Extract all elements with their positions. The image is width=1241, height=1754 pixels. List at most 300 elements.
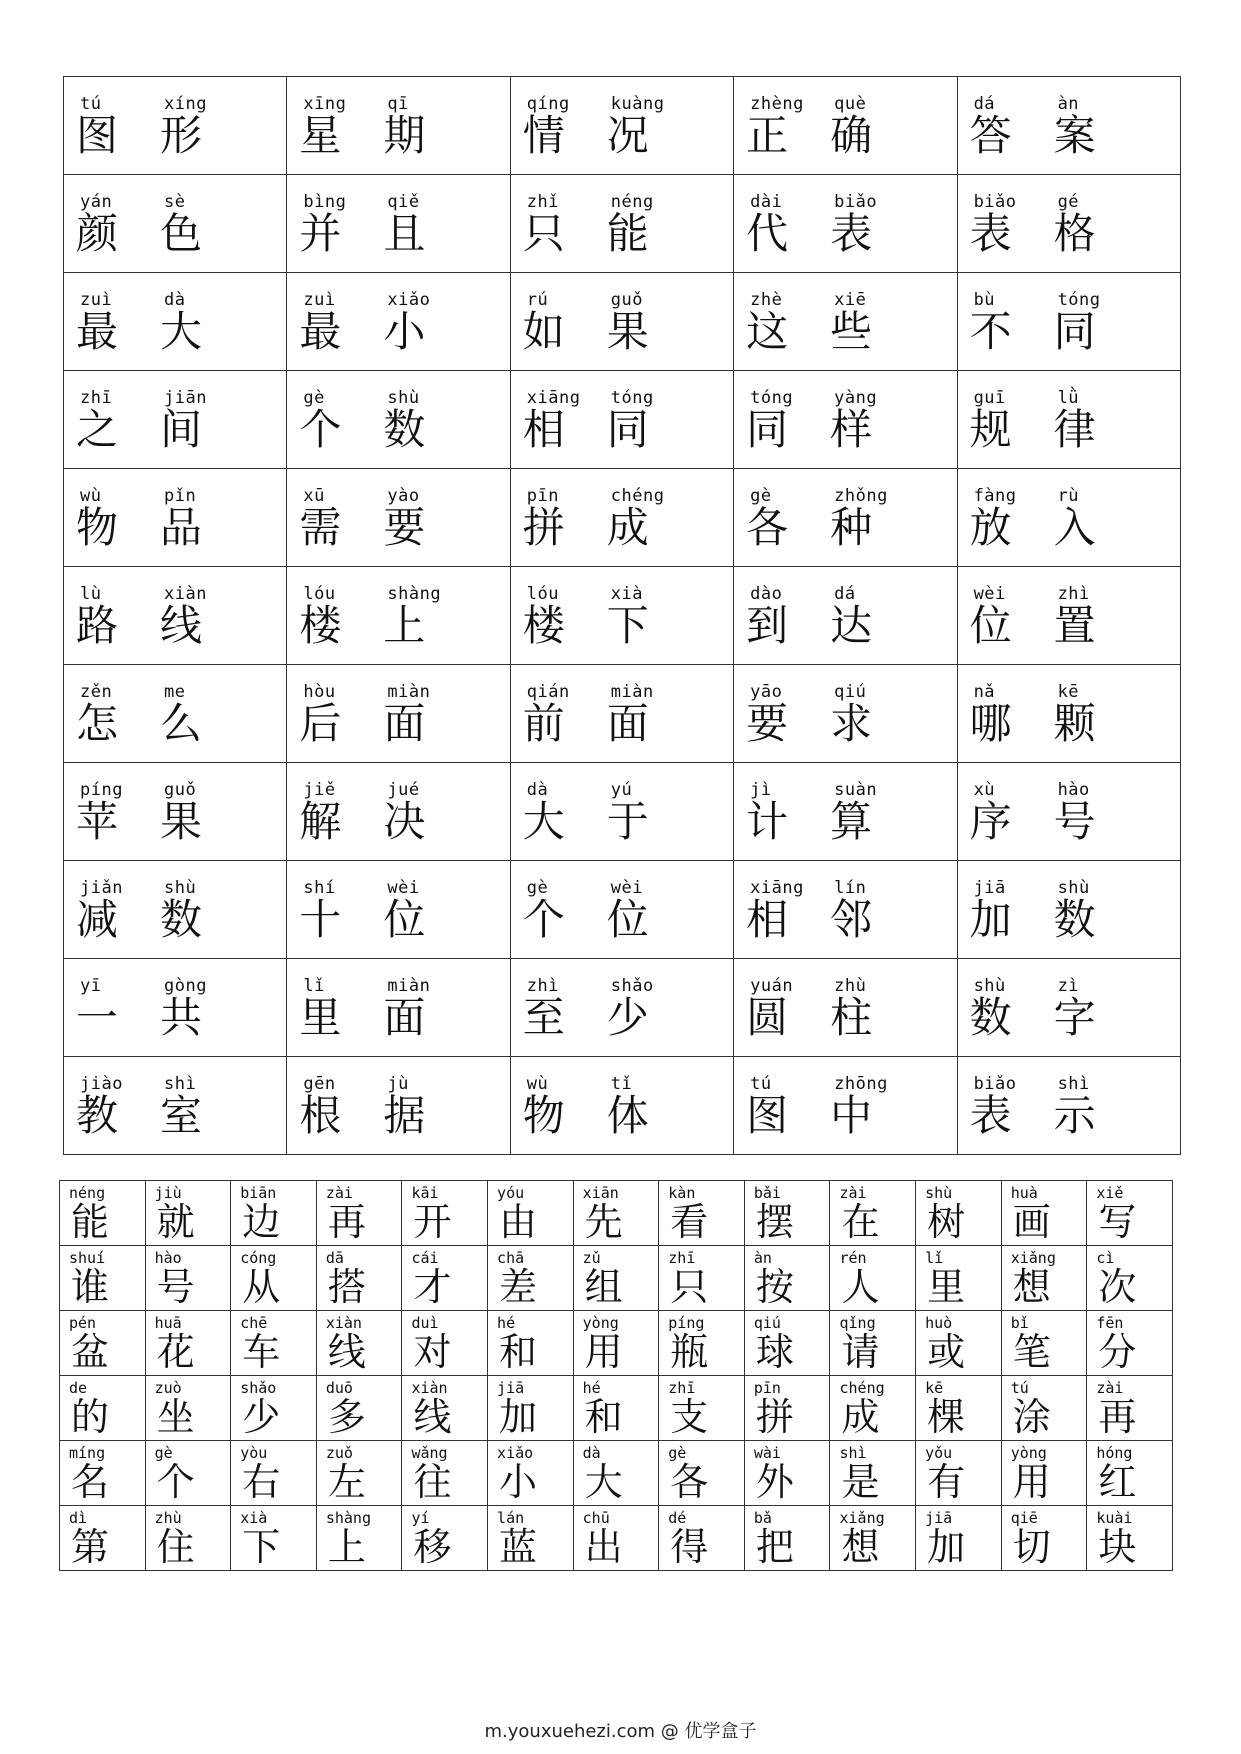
pinyin: dā [325,1249,344,1267]
hanzi: 需 [299,503,342,552]
pinyin: jiā [973,878,1006,898]
hanzi: 面 [606,699,649,748]
word-cell [734,567,957,665]
hanzi: 涂 [1012,1395,1051,1439]
word-cell [64,763,287,861]
pinyin: yòng [582,1314,619,1332]
word-cell [64,469,287,567]
syllable [1054,959,1138,1044]
word-cell [64,371,287,469]
hanzi: 根 [299,1091,342,1140]
pinyin: hóng [1096,1444,1133,1462]
pinyin: jiā [925,1509,953,1527]
word-cell [957,959,1180,1057]
pinyin: guī [973,388,1006,408]
hanzi: 是 [841,1460,880,1504]
pinyin: què [834,94,867,114]
syllable [1054,175,1138,260]
char-cell [1087,1311,1173,1376]
pinyin: shí [303,878,336,898]
word-pair [958,1057,1180,1142]
hanzi: 教 [76,1091,119,1140]
syllable [523,175,607,260]
syllable [970,567,1054,652]
syllable [830,273,914,358]
char-cell [488,1181,574,1246]
word-pair [511,861,733,946]
hanzi: 同 [746,405,789,454]
syllable [970,77,1054,162]
hanzi: 答 [969,111,1012,160]
pinyin: zhì [1057,584,1090,604]
hanzi: 品 [160,503,203,552]
hanzi: 最 [76,307,119,356]
pinyin: xīng [303,94,347,114]
pinyin: yāo [750,682,783,702]
pinyin: chē [240,1314,268,1332]
char-cell [231,1376,317,1441]
pinyin: gè [750,486,772,506]
hanzi: 块 [1098,1525,1137,1569]
syllable [746,567,830,652]
word-cell [287,763,510,861]
pinyin: zěn [80,682,113,702]
pinyin: zhì [526,976,559,996]
word-pair [287,469,509,554]
word-pair [64,861,286,946]
hanzi: 笔 [1012,1330,1051,1374]
char-cell [488,1246,574,1311]
word-cell [957,665,1180,763]
pinyin: kē [925,1379,944,1397]
hanzi: 情 [522,111,565,160]
syllable [746,665,830,750]
syllable [299,469,383,554]
pinyin: gé [1057,192,1080,212]
hanzi: 或 [927,1330,966,1374]
hanzi: 上 [327,1525,366,1569]
pinyin: duì [411,1314,439,1332]
char-cell [231,1441,317,1506]
word-cell [64,273,287,371]
word-cell [734,959,957,1057]
syllable [299,371,383,456]
pinyin: yòng [1010,1444,1047,1462]
hanzi: 红 [1098,1460,1137,1504]
pinyin: lín [834,878,867,898]
hanzi: 如 [522,307,565,356]
char-cell [60,1311,146,1376]
word-cell [510,959,733,1057]
word-cell [287,77,510,175]
hanzi: 样 [830,405,873,454]
pinyin: lǐ [303,976,325,996]
hanzi: 据 [383,1091,426,1140]
pinyin: fēn [1096,1314,1124,1332]
syllable [607,1057,691,1142]
pinyin: jiě [303,780,336,800]
word-cell [64,861,287,959]
word-row [64,469,1181,567]
char-cell [744,1246,830,1311]
pinyin: qī [387,94,409,114]
char-cell [744,1441,830,1506]
hanzi: 计 [746,797,789,846]
hanzi: 球 [755,1330,794,1374]
hanzi: 减 [76,895,119,944]
pinyin: àn [753,1249,772,1267]
hanzi: 在 [841,1200,880,1244]
pinyin: gè [668,1444,687,1462]
word-row [64,665,1181,763]
pinyin: zuì [80,290,113,310]
char-cell [316,1376,402,1441]
syllable [76,1057,160,1142]
syllable [523,861,607,946]
hanzi: 棵 [927,1395,966,1439]
pinyin: jiǎn [80,878,123,898]
pinyin: xiàn [411,1379,448,1397]
word-row [64,763,1181,861]
pinyin: gè [526,878,549,898]
hanzi: 差 [499,1265,538,1309]
pinyin: lóu [526,584,559,604]
word-cell [64,77,287,175]
pinyin: àn [1057,94,1080,114]
pinyin: huò [925,1314,953,1332]
char-cell [316,1441,402,1506]
syllable [746,763,830,848]
word-pair [734,763,956,848]
pinyin: lán [497,1509,525,1527]
pinyin: yóu [497,1184,525,1202]
syllable [1054,763,1138,848]
pinyin: shì [1057,1074,1090,1094]
hanzi: 代 [746,209,789,258]
char-cell [145,1311,231,1376]
syllable [160,371,244,456]
word-pair [64,77,286,162]
syllable [607,77,691,162]
hanzi: 面 [383,993,426,1042]
word-pair [511,763,733,848]
pinyin: tóng [1057,290,1101,310]
char-cell [1087,1376,1173,1441]
char-row [60,1376,1173,1441]
pinyin: rú [526,290,549,310]
pinyin: qiē [1010,1509,1038,1527]
pinyin: zhǐ [526,192,559,212]
hanzi: 序 [969,797,1012,846]
pinyin: nǎ [973,682,996,702]
hanzi: 开 [413,1200,452,1244]
word-cell [287,665,510,763]
word-cell [957,861,1180,959]
word-pair [511,371,733,456]
syllable [160,567,244,652]
pinyin: zhè [750,290,783,310]
syllable [76,959,160,1044]
hanzi: 况 [606,111,649,160]
hanzi: 把 [755,1525,794,1569]
hanzi: 邻 [830,895,873,944]
char-row [60,1441,1173,1506]
pinyin: shù [387,388,420,408]
char-cell [145,1506,231,1571]
hanzi: 颜 [76,209,119,258]
pinyin: chū [582,1509,610,1527]
char-cell [573,1376,659,1441]
syllable [299,1057,383,1142]
pinyin: kuài [1096,1509,1133,1527]
word-pair [734,567,956,652]
syllable [1054,77,1138,162]
word-pair [511,567,733,652]
char-cell [1087,1506,1173,1571]
char-cell [1087,1181,1173,1246]
pinyin: zhǒng [834,486,888,506]
hanzi: 共 [160,993,203,1042]
syllable [1054,665,1138,750]
hanzi: 达 [830,601,873,650]
word-cell [287,959,510,1057]
hanzi: 室 [160,1091,203,1140]
hanzi: 里 [299,993,342,1042]
pinyin: míng [69,1444,106,1462]
char-cell [744,1506,830,1571]
hanzi: 色 [160,209,203,258]
pinyin: qíng [526,94,570,114]
word-pair [64,959,286,1044]
syllable [523,567,607,652]
word-cell [287,175,510,273]
char-row [60,1246,1173,1311]
pinyin: qǐng [839,1314,876,1332]
hanzi: 名 [71,1460,110,1504]
word-cell [510,273,733,371]
word-cell [287,371,510,469]
word-pair [287,175,509,260]
pinyin: duō [325,1379,353,1397]
syllable [746,273,830,358]
hanzi: 线 [413,1395,452,1439]
syllable [607,567,691,652]
word-cell [957,273,1180,371]
syllable [299,77,383,162]
syllable [523,665,607,750]
hanzi: 住 [156,1525,195,1569]
hanzi: 放 [969,503,1012,552]
pinyin: shàng [325,1509,371,1527]
syllable [1054,1057,1138,1142]
pinyin: guǒ [164,780,197,800]
char-cell [316,1181,402,1246]
pinyin: yàng [834,388,878,408]
pinyin: píng [668,1314,705,1332]
hanzi: 拼 [755,1395,794,1439]
pinyin: fàng [973,486,1017,506]
syllable [970,469,1054,554]
syllable [299,567,383,652]
word-cell [510,175,733,273]
hanzi: 哪 [969,699,1012,748]
hanzi: 同 [606,405,649,454]
pinyin: zǔ [582,1249,601,1267]
pinyin: xiāng [526,388,581,408]
word-cell [734,665,957,763]
pinyin: xū [303,486,325,506]
pinyin: qiě [387,192,420,212]
pinyin: shù [1057,878,1090,898]
hanzi: 下 [242,1525,281,1569]
hanzi: 往 [413,1460,452,1504]
hanzi: 画 [1012,1200,1051,1244]
syllable [1054,469,1138,554]
pinyin: me [164,682,186,702]
pinyin: shù [925,1184,953,1202]
char-cell [659,1181,745,1246]
hanzi: 图 [746,1091,789,1140]
pinyin: gēn [303,1074,336,1094]
syllable [830,763,914,848]
pinyin: rù [1057,486,1080,506]
pinyin: bǎi [753,1184,781,1202]
char-cell [916,1181,1002,1246]
word-pair [511,1057,733,1142]
pinyin: chéng [610,486,665,506]
syllable [523,469,607,554]
syllable [830,371,914,456]
char-cell [1087,1246,1173,1311]
pinyin: wù [526,1074,549,1094]
pinyin: dà [164,290,186,310]
hanzi: 号 [156,1265,195,1309]
pinyin: zhù [154,1509,182,1527]
hanzi: 线 [160,601,203,650]
char-cell [60,1441,146,1506]
pinyin: jiù [154,1184,182,1202]
pinyin: chéng [839,1379,885,1397]
word-pair [287,1057,509,1142]
hanzi: 成 [606,503,649,552]
pinyin: pīn [753,1379,781,1397]
hanzi: 果 [606,307,649,356]
hanzi: 这 [746,307,789,356]
char-cell [402,1506,488,1571]
pinyin: zài [839,1184,867,1202]
pinyin: xiǎo [497,1444,534,1462]
char-cell [145,1376,231,1441]
syllable [160,959,244,1044]
pinyin: kāi [411,1184,439,1202]
hanzi: 示 [1053,1091,1096,1140]
word-cell [957,469,1180,567]
char-cell [830,1376,916,1441]
word-pair [734,665,956,750]
pinyin: xíng [164,94,207,114]
syllable [383,469,467,554]
hanzi: 想 [1012,1265,1051,1309]
hanzi: 加 [499,1395,538,1439]
char-cell [573,1181,659,1246]
hanzi: 边 [242,1200,281,1244]
pinyin: bìng [303,192,347,212]
pinyin: hào [1057,780,1090,800]
pinyin: biǎo [973,1074,1017,1094]
pinyin: pǐn [164,486,197,506]
char-cell [1001,1441,1087,1506]
hanzi: 位 [969,601,1012,650]
hanzi: 相 [746,895,789,944]
word-pair [958,763,1180,848]
hanzi: 星 [299,111,342,160]
word-pair [734,959,956,1044]
syllable [523,273,607,358]
hanzi: 下 [606,601,649,650]
hanzi: 树 [927,1200,966,1244]
word-pair [64,665,286,750]
char-cell [1001,1506,1087,1571]
word-cell [734,469,957,567]
char-cell [402,1376,488,1441]
vocabulary-word-table [63,76,1181,1155]
syllable [160,861,244,946]
word-cell [510,469,733,567]
char-cell [231,1181,317,1246]
word-pair [64,1057,286,1142]
hanzi: 路 [76,601,119,650]
hanzi: 各 [746,503,789,552]
syllable [76,273,160,358]
pinyin: gè [154,1444,173,1462]
syllable [970,371,1054,456]
pinyin: zuǒ [325,1444,353,1462]
pinyin: hé [497,1314,516,1332]
word-cell [957,567,1180,665]
hanzi: 数 [160,895,203,944]
pinyin: zhī [80,388,113,408]
word-cell [957,371,1180,469]
hanzi: 要 [383,503,426,552]
pinyin: jiā [497,1379,525,1397]
syllable [299,763,383,848]
hanzi: 律 [1053,405,1096,454]
hanzi: 移 [413,1525,452,1569]
hanzi: 决 [383,797,426,846]
pinyin: yī [80,976,102,996]
syllable [383,77,467,162]
syllable [746,861,830,946]
pinyin: gè [303,388,325,408]
hanzi: 字 [1053,993,1096,1042]
word-cell [510,567,733,665]
word-cell [510,763,733,861]
hanzi: 正 [746,111,789,160]
syllable [76,861,160,946]
pinyin: dào [750,584,783,604]
word-pair [511,665,733,750]
pinyin: qián [526,682,570,702]
pinyin: bǎ [753,1509,772,1527]
hanzi: 写 [1098,1200,1137,1244]
syllable [299,861,383,946]
pinyin: wù [80,486,102,506]
pinyin: wèi [387,878,420,898]
pinyin: dé [668,1509,687,1527]
pinyin: píng [80,780,123,800]
syllable [383,273,467,358]
hanzi: 柱 [830,993,873,1042]
